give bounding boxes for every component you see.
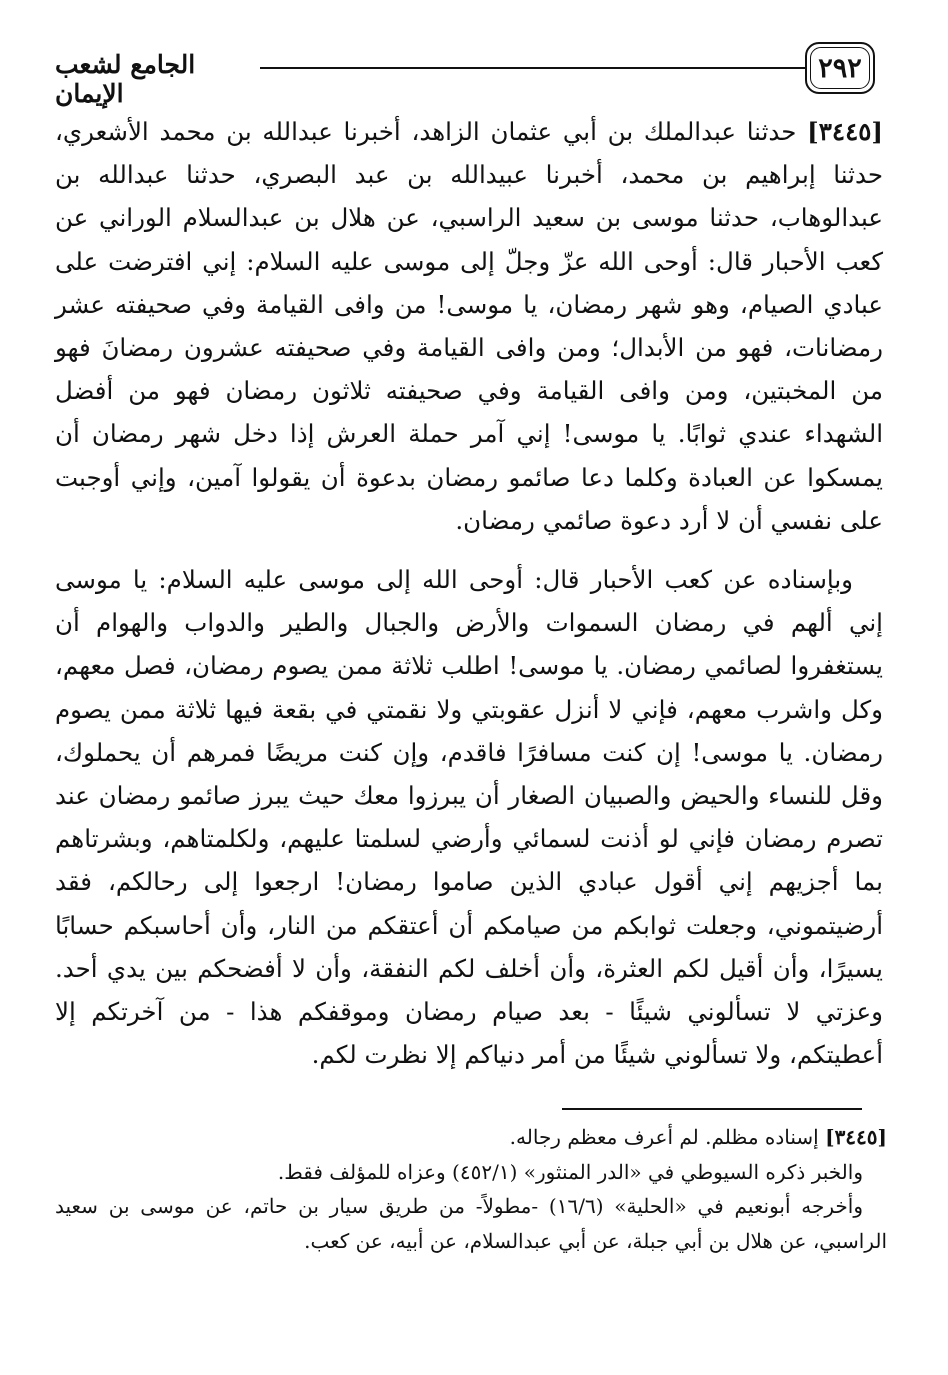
header-divider: [260, 67, 805, 69]
main-text: [55, 110, 883, 1076]
footnote-text-2: والخبر ذكره السيوطي في «الدر المنثور» (٤٥٢/١) وعزاه للمؤلف فقط.: [277, 1159, 863, 1184]
page-number: ٢٩٢: [818, 52, 862, 84]
footnote-divider: [562, 1108, 862, 1110]
page-number-frame: [805, 42, 875, 94]
footnote-line-2: [55, 1155, 887, 1190]
footnote-text-3: وأخرجه أبونعيم في «الحلية» (١٦/٦) -مطولاً- من طريق سيار بن حاتم، عن موسى بن سعيد الراسبي، عن هلال بن أبي جبلة، عن أبي عبدالسلام، عن أبيه، عن كعب.: [55, 1194, 887, 1253]
book-title: الجامع لشعب الإيمان: [55, 50, 196, 108]
hadith-text-1: حدثنا عبدالملك بن أبي عثمان الزاهد، أخبرنا عبدالله بن محمد الأشعري، حدثنا إبراهيم بن محمد، أخبرنا عبيدالله بن عبد البصري، حدثنا عبدالله بن عبدالوهاب، حدثنا موسى بن سعيد الراسبي، عن هلال بن عبدالسلام الوراني عن كعب الأحبار قال: أوحى الله عزّ وجلّ إلى موسى عليه السلام: إني افترضت على عبادي الصيام، وهو شهر رمضان، يا موسى! من وافى القيامة وفي صحيفته عشر رمضانات، فهو من الأبدال؛ ومن وافى القيامة وفي صحيفته عشرون رمضانَ فهو من المخبتين، ومن وافى القيامة وفي صحيفته ثلاثون رمضان فهو من أفضل الشهداء عندي ثوابًا. يا موسى! إني آمر حملة العرش إذا دخل شهر رمضان أن يمسكوا عن العبادة وكلما دعا صائمو رمضان بدعوة أن يقولوا آمين، وإني أوجبت على نفسي أن لا أرد دعوة صائمي رمضان.: [55, 117, 883, 535]
footnotes: [55, 1120, 887, 1258]
hadith-text-2: وبإسناده عن كعب الأحبار قال: أوحى الله إلى موسى عليه السلام: يا موسى إني ألهم في رمضان السموات والأرض والجبال والطير والدواب والهوام أن يستغفروا لصائمي رمضان. يا موسى! اطلب ثلاثة ممن يصوم رمضان، فصل معهم، وكل واشرب معهم، فإني لا أنزل عقوبتي ولا نقمتي في بقعة فيها ثلاثة ممن يصوم رمضان. يا موسى! إن كنت مسافرًا فاقدم، وإن كنت مريضًا فمرهم أن يحملوك، وقل للنساء والحيض والصبيان الصغار أن يبرزوا معك حيث يبرز صائمو رمضان عند تصرم رمضان فإني لو أذنت لسمائي وأرضي لسلمتا عليهم، ولكلمتاهم، وبشرتاهم بما أجزيهم إني أقول عبادي الذين صاموا رمضان! ارجعوا إلى رحالكم، فقد أرضيتموني، وجعلت ثوابكم من صيامكم أن أعتقكم من النار، وأن أحاسبكم حسابًا يسيرًا، وأن أقيل لكم العثرة، وأن أخلف لكم النفقة، وأن لا أفضحكم بين يدي أحد. وعزتي لا تسألوني شيئًا - بعد صيام رمضان وموقفكم هذا - من آخرتكم إلا أعطيتكم، ولا تسألوني شيئًا من أمر دنياكم إلا نظرت لكم.: [55, 565, 883, 1070]
hadith-paragraph-1: [55, 110, 883, 542]
footnote-line-3: [55, 1189, 887, 1258]
hadith-number: [٣٤٤٥]: [807, 117, 883, 146]
page-header: [55, 40, 875, 106]
footnote-number: [٣٤٤٥]: [825, 1125, 887, 1149]
footnote-line-1: [55, 1120, 887, 1155]
footnote-text-1: إسناده مظلم. لم أعرف معظم رجاله.: [509, 1125, 819, 1149]
hadith-paragraph-2: [55, 558, 883, 1076]
